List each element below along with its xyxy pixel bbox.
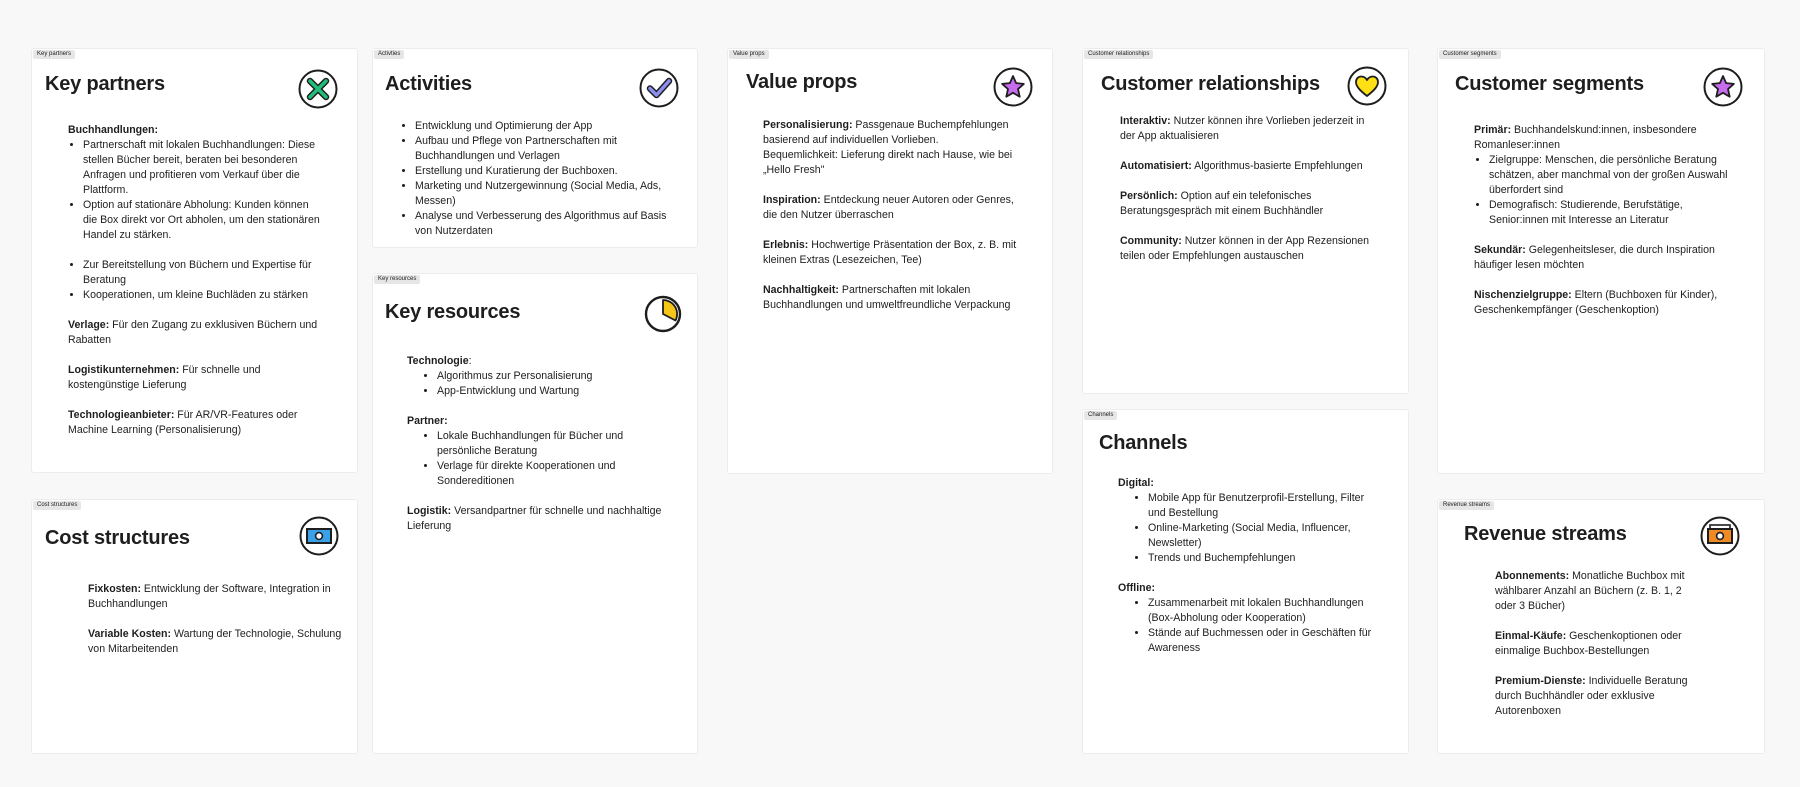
text: Entdeckung neuer Autoren oder Genres, die den Nutzer überraschen <box>763 194 1014 221</box>
text: Partnerschaften mit lokalen Buchhandlungen und umweltfreundliche Verpackung <box>763 284 1011 311</box>
label: Abonnements: <box>1495 570 1570 582</box>
label: Inspiration: <box>763 194 821 206</box>
list-item: • Demografisch: Studierende, Berufstätige, Senior:innen mit Interesse an Literatur <box>1489 198 1736 228</box>
label: Primär: <box>1474 124 1512 136</box>
list-item: • Zielgruppe: Menschen, die persönliche Beratung schätzen, aber manchmal von der großen Auswahl überfordert sind <box>1489 153 1736 198</box>
list-item: • Entwicklung und Optimierung der App <box>415 119 680 134</box>
text: Für AR/VR-Features oder Machine Learning (Personalisierung) <box>68 409 298 436</box>
text: Nutzer können ihre Vorlieben jederzeit in der App aktualisieren <box>1120 115 1365 142</box>
pie-chart-icon <box>643 294 683 334</box>
text: Nutzer können in der App Rezensionen teilen oder Empfehlungen austauschen <box>1120 235 1370 262</box>
section-title: Key partners <box>45 73 165 95</box>
label: Personalisierung: <box>763 119 853 131</box>
list-item: • Online-Marketing (Social Media, Influencer, Newsletter) <box>1148 521 1383 551</box>
star-icon <box>1703 67 1743 107</box>
list-item: • Marketing und Nutzergewinnung (Social Media, Ads, Messen) <box>415 179 680 209</box>
text: Algorithmus-basierte Empfehlungen <box>1191 160 1363 172</box>
section-tag: Channels <box>1084 411 1117 420</box>
text: Für schnelle und kostengünstige Lieferung <box>68 364 261 391</box>
label: Partner: <box>407 415 448 427</box>
text: Hochwertige Präsentation der Box, z. B. mit kleinen Extras (Lesezeichen, Tee) <box>763 239 1017 266</box>
channels-content <box>1118 476 1383 656</box>
card-cost-structures <box>31 499 358 754</box>
x-icon <box>298 69 338 109</box>
section-title: Channels <box>1099 432 1188 454</box>
heart-icon <box>1347 66 1387 106</box>
list-item: • Lokale Buchhandlungen für Bücher und persönliche Beratung <box>437 429 677 459</box>
customer-segments-content <box>1474 123 1736 318</box>
card-channels <box>1082 409 1409 754</box>
section-title: Revenue streams <box>1464 523 1627 545</box>
list-item: • Verlage für direkte Kooperationen und Sondereditionen <box>437 459 677 489</box>
label: Fixkosten: <box>88 583 141 595</box>
banknote-icon <box>299 516 339 556</box>
label: Logistikunternehmen: <box>68 364 180 376</box>
list-item: • Aufbau und Pflege von Partnerschaften mit Buchhandlungen und Verlagen <box>415 134 680 164</box>
label: Technologieanbieter: <box>68 409 175 421</box>
text: Entwicklung der Software, Integration in Buchhandlungen <box>88 583 331 610</box>
section-tag: Customer segments <box>1439 50 1501 59</box>
section-title: Activities <box>385 73 472 95</box>
section-tag: Revenue streams <box>1439 501 1494 510</box>
label: Technologie <box>407 355 469 367</box>
list-item: • Stände auf Buchmessen oder in Geschäften für Awareness <box>1148 626 1383 656</box>
section-title: Key resources <box>385 301 521 323</box>
revenue-streams-content <box>1495 569 1705 719</box>
label: Erlebnis: <box>763 239 809 251</box>
text: Versandpartner für schnelle und nachhaltige Lieferung <box>407 505 662 532</box>
label: Logistik: <box>407 505 452 517</box>
section-title: Customer segments <box>1455 73 1644 95</box>
text: : <box>468 355 472 367</box>
card-value-props <box>727 48 1053 474</box>
list-item: • Mobile App für Benutzerprofil-Erstellung, Filter und Bestellung <box>1148 491 1383 521</box>
list-item: • Zur Bereitstellung von Büchern und Expertise für Beratung <box>83 258 323 288</box>
section-tag: Key resources <box>374 275 420 284</box>
section-tag: Value props <box>729 50 769 59</box>
text: Wartung der Technologie, Schulung von Mitarbeitenden <box>88 628 342 655</box>
label: Interaktiv: <box>1120 115 1171 127</box>
text: Für den Zugang zu exklusiven Büchern und Rabatten <box>68 319 318 346</box>
key-partners-content <box>68 123 323 438</box>
label: Persönlich: <box>1120 190 1178 202</box>
section-tag: Key partners <box>33 50 75 59</box>
label: Sekundär: <box>1474 244 1526 256</box>
text: Eltern (Buchboxen für Kinder), Geschenkempfänger (Geschenkoption) <box>1474 289 1718 316</box>
text: Gelegenheitsleser, die durch Inspiration häufiger lesen möchten <box>1474 244 1715 271</box>
card-revenue-streams <box>1437 499 1765 754</box>
label: Community: <box>1120 235 1182 247</box>
text: Buchhandelskund:innen, insbesondere Romanleser:innen <box>1474 124 1697 151</box>
cost-structures-content <box>88 582 344 657</box>
label: Offline: <box>1118 582 1156 594</box>
list-item: • Partnerschaft mit lokalen Buchhandlungen: Diese stellen Bücher bereit, beraten bei besonderen Anfragen und profitieren vom Verkauf über die Plattform. <box>83 138 323 198</box>
list-item: • Zusammenarbeit mit lokalen Buchhandlungen (Box-Abholung oder Kooperation) <box>1148 596 1383 626</box>
section-title: Cost structures <box>45 527 190 549</box>
list-item: • Erstellung und Kuratierung der Buchboxen. <box>415 164 680 179</box>
list-item: • Analyse und Verbesserung des Algorithmus auf Basis von Nutzerdaten <box>415 209 680 239</box>
section-title: Value props <box>746 71 858 93</box>
section-tag: Cost structures <box>33 501 81 510</box>
text: Bequemlichkeit: Lieferung direkt nach Hause, wie bei „Hello Fresh" <box>763 149 1013 176</box>
section-tag: Activties <box>374 50 404 59</box>
label: Nachhaltigkeit: <box>763 284 839 296</box>
list-item: • Kooperationen, um kleine Buchläden zu stärken <box>83 288 323 303</box>
key-resources-content <box>407 354 677 534</box>
label: Premium-Dienste: <box>1495 675 1586 687</box>
label: Nischenzielgruppe: <box>1474 289 1572 301</box>
list-item: • Trends und Buchempfehlungen <box>1148 551 1383 566</box>
label: Buchhandlungen: <box>68 124 159 136</box>
label: Einmal-Käufe: <box>1495 630 1567 642</box>
banknote-icon <box>1700 516 1740 556</box>
customer-relationships-content <box>1120 114 1370 264</box>
star-icon <box>993 67 1033 107</box>
card-activities <box>372 48 698 248</box>
text: Passgenaue Buchempfehlungen basierend auf individuellen Vorlieben. <box>763 119 1009 146</box>
list-item: • App-Entwicklung und Wartung <box>437 384 677 399</box>
text: Geschenkoptionen oder einmalige Buchbox-Bestellungen <box>1495 630 1682 657</box>
card-key-partners <box>31 48 358 473</box>
card-customer-segments <box>1437 48 1765 474</box>
label: Variable Kosten: <box>88 628 172 640</box>
text: Monatliche Buchbox mit wählbarer Anzahl an Büchern (z. B. 1, 2 oder 3 Bücher) <box>1495 570 1685 612</box>
section-title: Customer relationships <box>1101 73 1320 95</box>
text: Individuelle Beratung durch Buchhändler oder exklusive Autorenboxen <box>1495 675 1688 717</box>
text: Option auf ein telefonisches Beratungsgespräch mit einem Buchhändler <box>1120 190 1324 217</box>
label: Automatisiert: <box>1120 160 1192 172</box>
section-tag: Customer relationships <box>1084 50 1153 59</box>
card-customer-relationships <box>1082 48 1409 394</box>
card-key-resources <box>372 273 698 754</box>
value-props-content <box>763 118 1023 313</box>
label: Digital: <box>1118 477 1154 489</box>
activities-content <box>400 119 680 239</box>
list-item: • Algorithmus zur Personalisierung <box>437 369 677 384</box>
list-item: • Option auf stationäre Abholung: Kunden können die Box direkt vor Ort abholen, um den stationären Handel zu stärken. <box>83 198 323 243</box>
check-icon <box>639 68 679 108</box>
label: Verlage: <box>68 319 110 331</box>
